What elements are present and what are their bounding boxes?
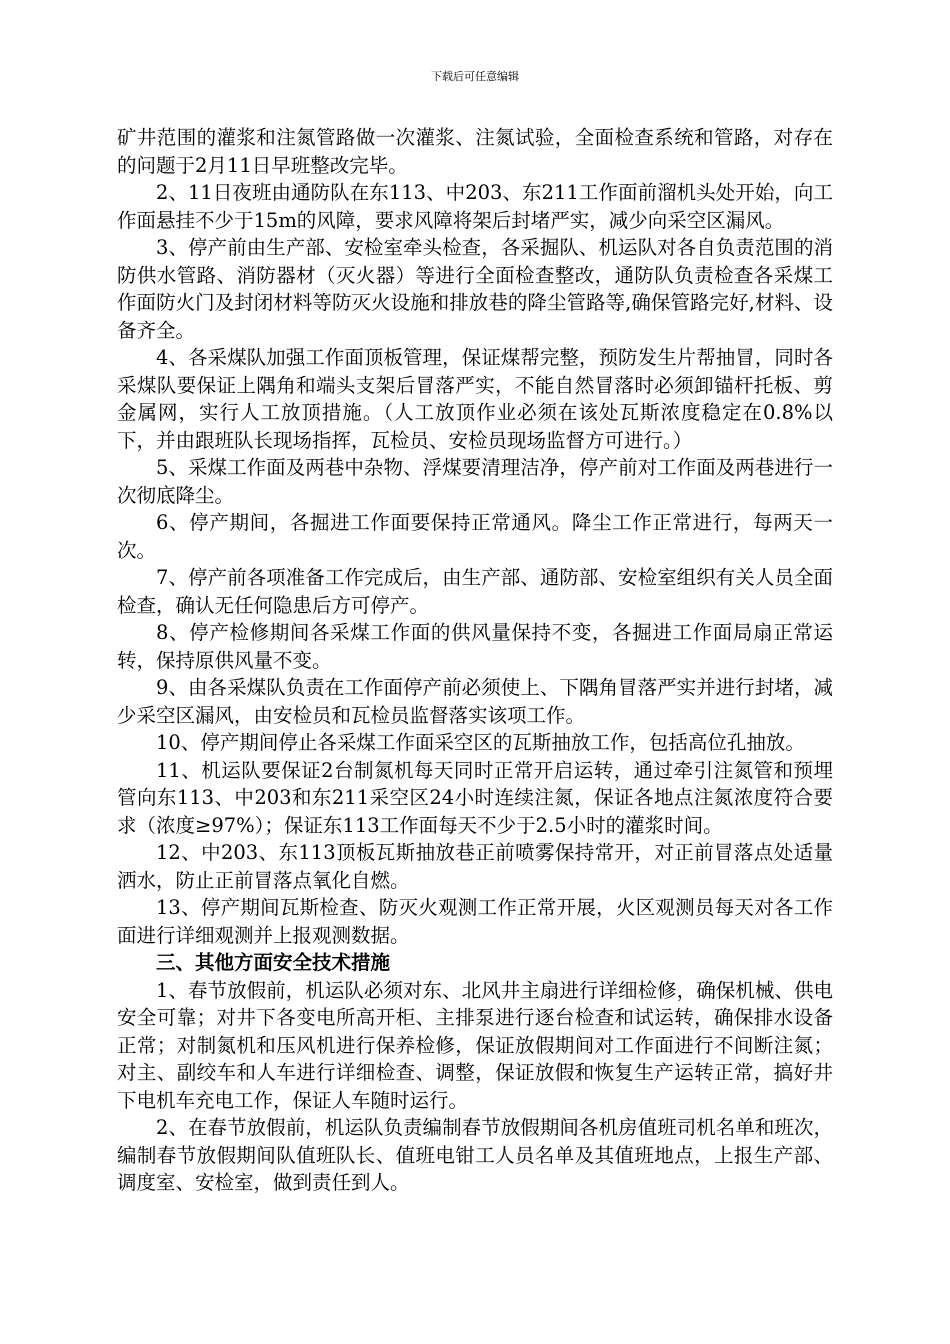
paragraph-item-9: 9、由各采煤队负责在工作面停产前必须使上、下隅角冒落严实并进行封堵，减少采空区漏风，由安检员和瓦检员监督落实该项工作。 (117, 676, 833, 727)
paragraph-item-3: 3、停产前由生产部、安检室牵头检查，各采掘队、机运队对各自负责范围的消防供水管路、消防器材（灭火器）等进行全面检查整改，通防队负责检查各采煤工作面防火门及封闭材料等防灭火设施和排放巷的降尘管路等,确保管路完好,材料、设备齐全。 (117, 236, 833, 342)
paragraph-item-2: 2、11日夜班由通防队在东113、中203、东211工作面前溜机头处开始，向工作面悬挂不少于15m的风障，要求风障将架后封堵严实，减少向采空区漏风。 (117, 181, 833, 232)
paragraph-continuation: 矿井范围的灌浆和注氮管路做一次灌浆、注氮试验，全面检查系统和管路，对存在的问题于2月11日早班整改完毕。 (117, 126, 833, 177)
section-paragraph-1: 1、春节放假前，机运队必须对东、北风井主扇进行详细检修，确保机械、供电安全可靠；对井下各变电所高开柜、主排泵进行逐台检查和试运转，确保排水设备正常；对制氮机和压风机进行保养检修，保证放假期间对工作面进行不间断注氮；对主、副绞车和人车进行详细检查、调整，保证放假和恢复生产运转正常，搞好井下电机车充电工作，保证人车随时运行。 (117, 978, 833, 1112)
section-paragraph-2: 2、在春节放假前，机运队负责编制春节放假期间各机房值班司机名单和班次，编制春节放假期间队值班队长、值班电钳工人员名单及其值班地点，上报生产部、调度室、安检室，做到责任到人。 (117, 1116, 833, 1194)
section-heading: 三、其他方面安全技术措施 (156, 951, 391, 974)
paragraph-item-13: 13、停产期间瓦斯检查、防灭火观测工作正常开展，火区观测员每天对各工作面进行详细观测并上报观测数据。 (117, 896, 833, 947)
document-body (117, 124, 833, 1197)
paragraph-item-5: 5、采煤工作面及两巷中杂物、浮煤要清理洁净，停产前对工作面及两巷进行一次彻底降尘。 (117, 456, 833, 507)
paragraph-item-11: 11、机运队要保证2台制氮机每天同时正常开启运转，通过牵引注氮管和预埋管向东113、中203和东211采空区24小时连续注氮，保证各地点注氮浓度符合要求（浓度≥97%）；保证东113工作面每天不少于2.5小时的灌浆时间。 (117, 758, 833, 837)
paragraph-item-8: 8、停产检修期间各采煤工作面的供风量保持不变，各掘进工作面局扇正常运转，保持原供风量不变。 (117, 621, 833, 672)
paragraph-item-6: 6、停产期间，各掘进工作面要保持正常通风。降尘工作正常进行，每两天一次。 (117, 511, 833, 562)
paragraph-item-12: 12、中203、东113顶板瓦斯抽放巷正前喷雾保持常开，对正前冒落点处适量洒水，防止正前冒落点氧化自燃。 (117, 841, 833, 892)
paragraph-item-7: 7、停产前各项准备工作完成后，由生产部、通防部、安检室组织有关人员全面检查，确认无任何隐患后方可停产。 (117, 566, 833, 617)
paragraph-item-4: 4、各采煤队加强工作面顶板管理，保证煤帮完整，预防发生片帮抽冒，同时各采煤队要保证上隅角和端头支架后冒落严实，不能自然冒落时必须卸锚杆托板、剪金属网，实行人工放顶措施。（人工放顶作业必须在该处瓦斯浓度稳定在0.8%以下，并由跟班队长现场指挥，瓦检员、安检员现场监督方可进行。） (117, 346, 833, 452)
page-header: 下载后可任意编辑 (431, 70, 519, 83)
paragraph-item-10: 10、停产期间停止各采煤工作面采空区的瓦斯抽放工作，包括高位孔抽放。 (156, 731, 805, 754)
